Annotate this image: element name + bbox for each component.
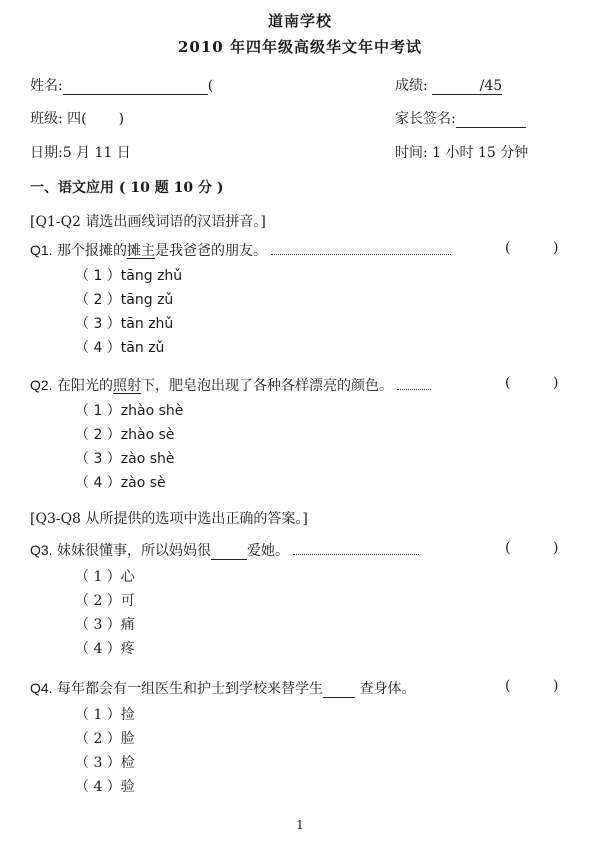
q2-number: Q2. (30, 377, 53, 393)
q4-answer-open: ( (505, 678, 511, 694)
q1-number: Q1. (30, 242, 53, 258)
q2-text-pre: 在阳光的 (57, 378, 114, 394)
q1-underlined-word: 摊主 (127, 243, 156, 259)
q3-option-4[interactable]: （ 4 ）疼 (75, 641, 135, 657)
q4-option-2[interactable]: （ 2 ）脸 (75, 731, 135, 747)
q3-blank[interactable] (211, 543, 247, 560)
q4-option-3[interactable]: （ 3 ）检 (75, 755, 135, 771)
q1-option-1[interactable]: （ 1 ）tāng zhǔ (75, 268, 183, 284)
q2-underlined-word: 照射 (113, 378, 142, 394)
q2-leader-dots (397, 388, 431, 390)
name-paren: ( (207, 78, 214, 94)
q1-option-3[interactable]: （ 3 ）tān zhǔ (75, 316, 174, 332)
q3-number: Q3. (30, 542, 53, 558)
score-blank[interactable] (432, 78, 502, 95)
q3-leader-dots (293, 553, 419, 555)
q1-option-2[interactable]: （ 2 ）tāng zǔ (75, 292, 174, 308)
q2-option-4[interactable]: （ 4 ）zào sè (75, 475, 166, 491)
q4-blank[interactable] (323, 681, 355, 698)
q3-answer-close[interactable]: ) (553, 540, 559, 556)
q1-answer-close[interactable]: ) (553, 240, 559, 256)
q3-text-pre: 妹妹很懂事，所以妈妈很 (57, 543, 212, 559)
q2-option-2[interactable]: （ 2 ）zhào sè (75, 427, 175, 443)
class-row (30, 108, 124, 128)
q3-option-3[interactable]: （ 3 ）痛 (75, 617, 135, 633)
class-close: ) (118, 111, 125, 127)
q4-text-post: 查身体。 (359, 681, 416, 697)
name-label: 姓名: (30, 78, 63, 94)
q4-option-1[interactable]: （ 1 ）捡 (75, 707, 135, 723)
question-q3 (30, 540, 423, 560)
parent-row (395, 108, 526, 128)
parent-sign-blank[interactable] (456, 111, 526, 128)
q1-option-4[interactable]: （ 4 ）tān zǔ (75, 340, 165, 356)
q2-answer-close[interactable]: ) (553, 375, 559, 391)
q4-number: Q4. (30, 680, 53, 696)
question-q1 (30, 240, 455, 260)
question-q2 (30, 375, 435, 395)
time-label: 时间: 1 小时 15 分钟 (395, 145, 529, 161)
name-row (30, 75, 213, 95)
school-name: 道南学校 (267, 12, 332, 30)
class-label: 班级: 四( (30, 111, 87, 127)
score-row (395, 75, 502, 95)
date-label: 日期:5 月 11 日 (30, 145, 131, 161)
section-title: 一、语文应用 ( 10 题 10 分 ) (30, 180, 224, 196)
q4-text-pre: 每年都会有一组医生和护士到学校来替学生 (57, 681, 324, 697)
exam-title: 2010 年四年级高级华文年中考试 (178, 38, 422, 56)
parent-sign-label: 家长签名: (395, 111, 456, 127)
q4-option-4[interactable]: （ 4 ）验 (75, 779, 135, 795)
q2-option-3[interactable]: （ 3 ）zào shè (75, 451, 175, 467)
name-blank[interactable] (63, 78, 208, 95)
score-total: /45 (479, 78, 503, 94)
instruction-q3-q8: [Q3-Q8 从所提供的选项中选出正确的答案。] (30, 511, 308, 527)
q4-answer-close[interactable]: ) (553, 678, 559, 694)
q1-leader-dots (271, 253, 451, 255)
q3-option-2[interactable]: （ 2 ）可 (75, 593, 135, 609)
q3-text-post: 爱她。 (247, 543, 290, 559)
q3-option-1[interactable]: （ 1 ）心 (75, 569, 135, 585)
q2-option-1[interactable]: （ 1 ）zhào shè (75, 403, 184, 419)
q3-answer-open: ( (505, 540, 511, 556)
instruction-q1-q2: [Q1-Q2 请选出画线词语的汉语拼音。] (30, 214, 266, 230)
q1-text-post: 是我爸爸的朋友。 (155, 243, 268, 259)
score-label: 成绩: (395, 78, 428, 94)
question-q4 (30, 678, 415, 698)
q2-text-post: 下，肥皂泡出现了各种各样漂亮的颜色。 (141, 378, 394, 394)
page-number: 1 (296, 818, 304, 832)
q2-answer-open: ( (505, 375, 511, 391)
q1-text-pre: 那个报摊的 (57, 243, 128, 259)
q1-answer-open: ( (505, 240, 511, 256)
